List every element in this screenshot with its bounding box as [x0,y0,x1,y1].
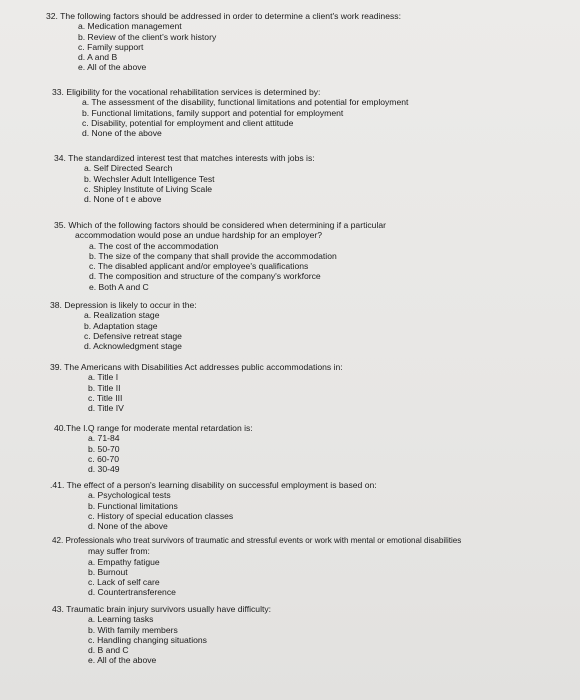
option: d. The composition and structure of the company's workforce [89,271,321,282]
option: c. Title III [88,392,123,403]
option: c. 60-70 [88,453,120,464]
option: e. All of the above [78,62,147,73]
option: a. Learning tasks [88,614,154,625]
option: a. Title I [88,372,119,383]
question-text-continuation: may suffer from: [88,546,150,557]
question-41 [50,480,377,531]
question-33 [52,87,408,138]
option: d. None of the above [82,128,162,139]
option: d. B and C [88,645,129,656]
option: b. Wechsler Adult Intelligence Test [84,173,215,184]
option: a. 71-84 [88,433,120,444]
question-34 [54,153,315,204]
option: a. Empathy fatigue [88,556,160,567]
option: c. Lack of self care [88,577,160,588]
option: d. A and B [78,52,118,63]
option: c. Shipley Institute of Living Scale [84,183,213,194]
option: d. 30-49 [88,464,120,475]
option: a. Medication management [78,21,182,32]
option: c. Defensive retreat stage [84,330,182,341]
option: a. The cost of the accommodation [89,240,219,251]
option: b. The size of the company that shall provide the accommodation [89,250,337,261]
question-text: 39. The Americans with Disabilities Act addresses public accommodations in: [50,362,343,372]
option: d. Acknowledgment stage [84,341,182,352]
question-text: 35. Which of the following factors should be considered when determining if a particular [54,220,386,230]
option: a. Psychological tests [88,490,171,501]
question-text: 43. Traumatic brain injury survivors usually have difficulty: [52,604,272,614]
option: b. Functional limitations [88,500,178,511]
question-text: 38. Depression is likely to occur in the: [50,300,197,310]
question-39 [50,362,343,413]
question-text: 40.The I.Q range for moderate mental retardation is: [54,423,253,433]
option: d. None of the above [88,521,168,532]
option: e. Both A and C [89,281,149,292]
option: c. History of special education classes [88,510,234,521]
option: e. All of the above [88,655,157,666]
option: c. Disability, potential for employment and client attitude [82,117,294,128]
option: c. Family support [78,41,144,52]
question-text: 33. Eligibility for the vocational rehabilitation services is determined by: [52,87,321,97]
question-text: 42. Professionals who treat survivors of traumatic and stressful events or work with mental or emotional disabilities [52,536,462,545]
question-35 [54,220,386,292]
option: b. Adaptation stage [84,320,158,331]
question-42 [52,536,461,598]
option: b. 50-70 [88,443,120,454]
question-text: .41. The effect of a person's learning disability on successful employment is based on: [50,480,377,490]
question-text-continuation: accommodation would pose an undue hardship for an employer? [75,230,322,241]
question-text: 34. The standardized interest test that matches interests with jobs is: [54,153,315,163]
option: b. Review of the client's work history [78,31,217,42]
option: d. Countertransference [88,587,176,598]
option: b. Functional limitations, family support and potential for employment [82,107,344,118]
option: b. With family members [88,624,178,635]
question-40 [54,423,253,474]
option: d. None of t e above [84,194,162,205]
option: b. Title II [88,382,121,393]
question-43 [52,604,271,666]
question-text: 32. The following factors should be addressed in order to determine a client's work readiness: [46,11,401,21]
option: a. Self Directed Search [84,163,173,174]
option: c. The disabled applicant and/or employee's qualifications [89,261,309,272]
question-38 [50,300,197,351]
option: d. Title IV [88,403,124,414]
option: a. The assessment of the disability, functional limitations and potential for employment [82,97,409,108]
option: c. Handling changing situations [88,634,207,645]
option: b. Burnout [88,566,128,577]
option: a. Realization stage [84,310,160,321]
question-32 [46,11,401,73]
